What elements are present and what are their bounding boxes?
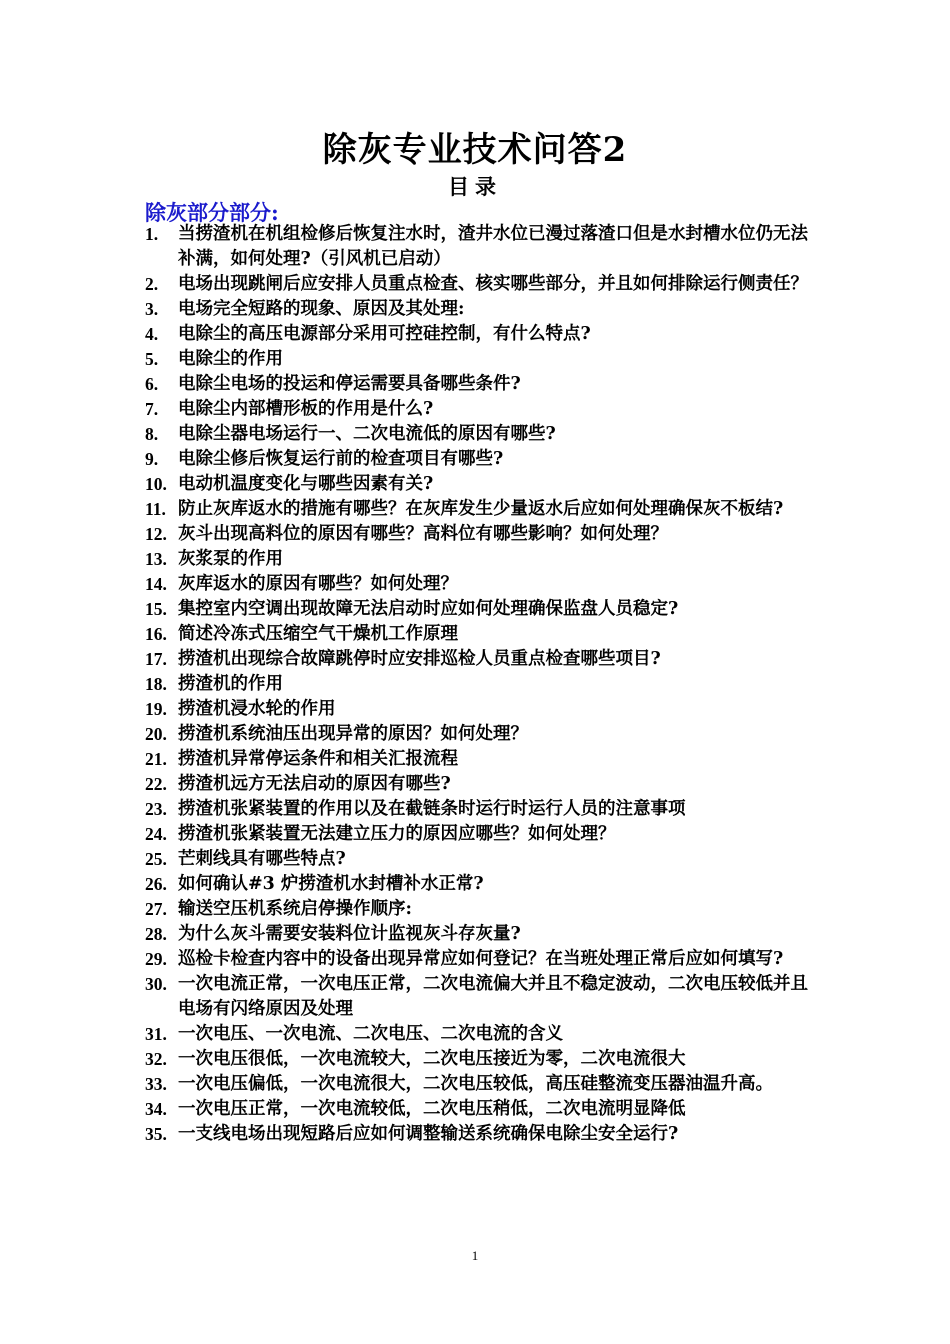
toc-item[interactable] [145, 1047, 825, 1072]
toc-item-text: 灰库返水的原因有哪些？如何处理？ [178, 574, 458, 594]
toc-item-text: 电场完全短路的现象、原因及其处理: [178, 299, 465, 319]
toc-item-text: 一次电压偏低，一次电流很大，二次电压较低，高压硅整流变压器油温升高。 [178, 1074, 773, 1094]
toc-item-text: 一次电压正常，一次电流较低，二次电压稍低，二次电流明显降低 [178, 1099, 686, 1119]
toc-item[interactable] [145, 522, 825, 547]
toc-item-text: 一次电流正常，一次电压正常，二次电流偏大并且不稳定波动，二次电压较低并且电场有闪络原因及处理 [178, 974, 808, 1019]
toc-item-text: 捞渣机张紧装置无法建立压力的原因应哪些？如何处理？ [178, 824, 616, 844]
toc-item[interactable] [145, 672, 825, 697]
toc-item[interactable] [145, 372, 825, 397]
toc-item[interactable] [145, 297, 825, 322]
toc-item-number: 1. [145, 224, 159, 244]
toc-item-number: 24. [145, 824, 167, 844]
toc-item-number: 12. [145, 524, 167, 544]
toc-item-number: 4. [145, 324, 159, 344]
toc-item[interactable] [145, 597, 825, 622]
toc-item-number: 29. [145, 949, 167, 969]
toc-item-text: 捞渣机异常停运条件和相关汇报流程 [178, 749, 458, 769]
toc-item[interactable] [145, 422, 825, 447]
toc-item-text: 电除尘内部槽形板的作用是什么? [178, 399, 434, 419]
toc-item-number: 5. [145, 349, 159, 369]
toc-item-number: 33. [145, 1074, 167, 1094]
toc-item-number: 28. [145, 924, 167, 944]
toc-item-text: 电场出现跳闸后应安排人员重点检查、核实哪些部分，并且如何排除运行侧责任？ [178, 274, 808, 294]
toc-item[interactable] [145, 647, 825, 672]
toc-item[interactable] [145, 497, 825, 522]
toc-item-number: 18. [145, 674, 167, 694]
toc-item-number: 30. [145, 974, 167, 994]
toc-item[interactable] [145, 1097, 825, 1122]
toc-item[interactable] [145, 972, 825, 1022]
toc-item[interactable] [145, 847, 825, 872]
toc-item-text: 集控室内空调出现故障无法启动时应如何处理确保监盘人员稳定? [178, 599, 679, 619]
toc-item-text: 防止灰库返水的措施有哪些？在灰库发生少量返水后应如何处理确保灰不板结? [178, 499, 784, 519]
toc-item-number: 2. [145, 274, 159, 294]
toc-item[interactable] [145, 447, 825, 472]
toc-item-text: 捞渣机出现综合故障跳停时应安排巡检人员重点检查哪些项目? [178, 649, 661, 669]
toc-item-number: 14. [145, 574, 167, 594]
toc-item-number: 23. [145, 799, 167, 819]
toc-item-text: 捞渣机系统油压出现异常的原因？如何处理？ [178, 724, 528, 744]
toc-item[interactable] [145, 797, 825, 822]
toc-item[interactable] [145, 622, 825, 647]
toc-item-text: 电除尘的作用 [178, 349, 283, 369]
toc-item-number: 34. [145, 1099, 167, 1119]
toc-heading: 目录 [448, 174, 502, 199]
toc-item-number: 35. [145, 1124, 167, 1144]
toc-item-text: 简述冷冻式压缩空气干燥机工作原理 [178, 624, 458, 644]
toc-item-text: 捞渣机浸水轮的作用 [178, 699, 336, 719]
toc-item-text: 电除尘的高压电源部分采用可控硅控制，有什么特点? [178, 324, 591, 344]
toc-item-number: 16. [145, 624, 167, 644]
toc-item-number: 7. [145, 399, 159, 419]
toc-item-number: 22. [145, 774, 167, 794]
toc-item[interactable] [145, 322, 825, 347]
toc-item[interactable] [145, 547, 825, 572]
toc-item-text: 电除尘修后恢复运行前的检查项目有哪些? [178, 449, 504, 469]
section-heading: 除灰部分部分: [145, 200, 279, 225]
toc-item[interactable] [145, 922, 825, 947]
toc-item-number: 25. [145, 849, 167, 869]
document-title: 除灰专业技术问答2 [322, 130, 628, 170]
toc-item-text: 灰斗出现高料位的原因有哪些？高料位有哪些影响？如何处理？ [178, 524, 668, 544]
toc-item[interactable] [145, 947, 825, 972]
toc-item[interactable] [145, 822, 825, 847]
toc-item[interactable] [145, 722, 825, 747]
toc-item[interactable] [145, 1122, 825, 1147]
toc-item-text: 捞渣机的作用 [178, 674, 283, 694]
toc-item-text: 捞渣机张紧装置的作用以及在截链条时运行时运行人员的注意事项 [178, 799, 686, 819]
toc-item-number: 17. [145, 649, 167, 669]
toc-item[interactable] [145, 772, 825, 797]
toc-item[interactable] [145, 697, 825, 722]
toc-item-text: 电除尘器电场运行一、二次电流低的原因有哪些? [178, 424, 556, 444]
toc-item[interactable] [145, 872, 825, 897]
toc-item-number: 15. [145, 599, 167, 619]
table-of-contents [145, 222, 825, 1147]
toc-item-number: 11. [145, 499, 166, 519]
toc-item[interactable] [145, 1022, 825, 1047]
toc-item-text: 当捞渣机在机组检修后恢复注水时，渣井水位已漫过落渣口但是水封槽水位仍无法补满，如何处理?（引风机已启动） [178, 224, 808, 269]
toc-item-text: 如何确认#3 炉捞渣机水封槽补水正常? [178, 874, 484, 894]
toc-item-number: 10. [145, 474, 167, 494]
toc-item[interactable] [145, 572, 825, 597]
toc-item-text: 一支线电场出现短路后应如何调整输送系统确保电除尘安全运行? [178, 1124, 679, 1144]
page-number: 1 [471, 1248, 479, 1263]
toc-item-number: 32. [145, 1049, 167, 1069]
toc-item-number: 31. [145, 1024, 167, 1044]
toc-item-text: 为什么灰斗需要安装料位计监视灰斗存灰量? [178, 924, 521, 944]
toc-item[interactable] [145, 397, 825, 422]
toc-item-number: 3. [145, 299, 159, 319]
toc-item-number: 27. [145, 899, 167, 919]
toc-item-text: 芒刺线具有哪些特点? [178, 849, 346, 869]
toc-item-number: 26. [145, 874, 167, 894]
toc-item-text: 捞渣机远方无法启动的原因有哪些? [178, 774, 451, 794]
toc-item-number: 19. [145, 699, 167, 719]
toc-item-text: 一次电压很低，一次电流较大，二次电压接近为零，二次电流很大 [178, 1049, 686, 1069]
toc-item-number: 8. [145, 424, 159, 444]
toc-item-number: 9. [145, 449, 159, 469]
toc-item-text: 巡检卡检查内容中的设备出现异常应如何登记？在当班处理正常后应如何填写? [178, 949, 784, 969]
toc-item[interactable] [145, 747, 825, 772]
toc-item-text: 电除尘电场的投运和停运需要具备哪些条件? [178, 374, 521, 394]
toc-item-number: 13. [145, 549, 167, 569]
toc-item-number: 21. [145, 749, 167, 769]
toc-item[interactable] [145, 897, 825, 922]
toc-item[interactable] [145, 347, 825, 372]
toc-item-text: 灰浆泵的作用 [178, 549, 283, 569]
toc-item-text: 一次电压、一次电流、二次电压、二次电流的含义 [178, 1024, 563, 1044]
toc-item[interactable] [145, 1072, 825, 1097]
toc-item[interactable] [145, 272, 825, 297]
toc-item-text: 输送空压机系统启停操作顺序: [178, 899, 412, 919]
toc-item-number: 6. [145, 374, 159, 394]
toc-item-text: 电动机温度变化与哪些因素有关? [178, 474, 434, 494]
toc-item[interactable] [145, 472, 825, 497]
toc-item[interactable] [145, 222, 825, 272]
toc-item-number: 20. [145, 724, 167, 744]
